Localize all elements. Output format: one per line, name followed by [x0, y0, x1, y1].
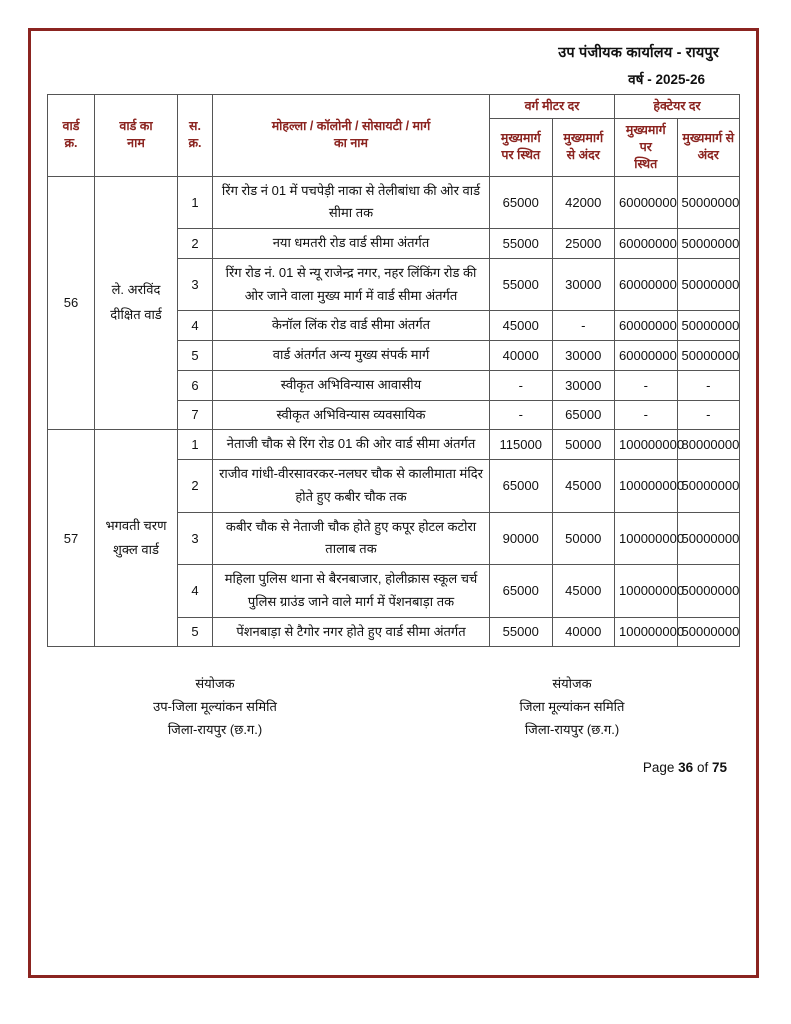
- th-hectare-inside-line1: मुख्यमार्ग से: [682, 131, 735, 146]
- cell-road-name: स्वीकृत अभिविन्यास आवासीय: [213, 370, 490, 400]
- cell-serial-no: 3: [178, 512, 213, 565]
- cell-road-name: नया धमतरी रोड वार्ड सीमा अंतर्गत: [213, 229, 490, 259]
- th-sqm-on-main-line1: मुख्यमार्ग: [500, 131, 541, 146]
- cell-serial-no: 6: [178, 370, 213, 400]
- cell-sqm-inside: 45000: [552, 460, 615, 513]
- cell-sqm-on-main: 40000: [490, 341, 553, 371]
- cell-sqm-on-main: 45000: [490, 311, 553, 341]
- cell-hectare-inside: 50000000: [677, 311, 740, 341]
- document-footer: [32, 673, 755, 777]
- cell-hectare-inside: 50000000: [677, 512, 740, 565]
- cell-serial-no: 1: [178, 430, 213, 460]
- document-page: [28, 28, 759, 978]
- cell-road-name: रिंग रोड नं. 01 से न्यू राजेन्द्र नगर, नहर लिंकिंग रोड की ओर जाने वाला मुख्य मार्ग में वार्ड सीमा अंतर्गत: [213, 258, 490, 311]
- cell-ward-number: 57: [48, 430, 95, 647]
- th-sqm-inside-line2: से अंदर: [566, 148, 600, 163]
- cell-sqm-inside: 45000: [552, 565, 615, 618]
- year-line: वर्ष - 2025-26: [628, 72, 705, 87]
- cell-hectare-on-main: 100000000: [615, 460, 678, 513]
- document-page-inner: [31, 31, 756, 975]
- page-number-middle: of: [693, 760, 712, 776]
- cell-hectare-on-main: 60000000: [615, 176, 678, 229]
- cell-hectare-on-main: 100000000: [615, 512, 678, 565]
- cell-hectare-on-main: 60000000: [615, 311, 678, 341]
- th-sqm-inside: [552, 118, 615, 176]
- th-ward-name-line1: वार्ड का: [119, 119, 153, 134]
- signature-left-district: जिला-रायपुर (छ.ग.): [167, 721, 263, 737]
- cell-hectare-inside: 50000000: [677, 258, 740, 311]
- page-number: [643, 760, 727, 775]
- signature-block-left: [90, 673, 340, 741]
- th-serial-no-line2: क्र.: [188, 136, 202, 151]
- cell-road-name: स्वीकृत अभिविन्यास व्यवसायिक: [213, 400, 490, 430]
- th-serial-no: [178, 95, 213, 177]
- cell-serial-no: 2: [178, 460, 213, 513]
- cell-sqm-on-main: 115000: [490, 430, 553, 460]
- cell-serial-no: 2: [178, 229, 213, 259]
- th-ward-name: [95, 95, 178, 177]
- signature-left-committee: उप-जिला मूल्यांकन समिति: [153, 699, 277, 714]
- cell-sqm-inside: 30000: [552, 370, 615, 400]
- cell-sqm-inside: 40000: [552, 617, 615, 647]
- th-hectare-on-main-line1: मुख्यमार्ग पर: [625, 122, 666, 154]
- cell-sqm-on-main: 55000: [490, 258, 553, 311]
- cell-serial-no: 5: [178, 617, 213, 647]
- office-title: उप पंजीयक कार्यालय - रायपुर: [558, 45, 719, 61]
- cell-hectare-on-main: 100000000: [615, 617, 678, 647]
- cell-sqm-on-main: -: [490, 370, 553, 400]
- cell-serial-no: 7: [178, 400, 213, 430]
- cell-road-name: नेताजी चौक से रिंग रोड 01 की ओर वार्ड सीमा अंतर्गत: [213, 430, 490, 460]
- cell-road-name: पेंशनबाड़ा से टैगोर नगर होते हुए वार्ड सीमा अंतर्गत: [213, 617, 490, 647]
- th-sqm-inside-line1: मुख्यमार्ग: [563, 131, 604, 146]
- th-road-name-line2: का नाम: [334, 136, 368, 151]
- cell-sqm-inside: -: [552, 311, 615, 341]
- cell-sqm-on-main: 55000: [490, 229, 553, 259]
- cell-road-name: केनॉल लिंक रोड वार्ड सीमा अंतर्गत: [213, 311, 490, 341]
- cell-sqm-on-main: 65000: [490, 565, 553, 618]
- cell-road-name: राजीव गांधी-वीरसावरकर-नलघर चौक से कालीमाता मंदिर होते हुए कबीर चौक तक: [213, 460, 490, 513]
- cell-serial-no: 1: [178, 176, 213, 229]
- cell-hectare-inside: -: [677, 370, 740, 400]
- cell-hectare-inside: 50000000: [677, 617, 740, 647]
- th-serial-no-line1: स.: [189, 119, 201, 134]
- cell-hectare-inside: 50000000: [677, 460, 740, 513]
- cell-road-name: वार्ड अंतर्गत अन्य मुख्य संपर्क मार्ग: [213, 341, 490, 371]
- cell-sqm-inside: 65000: [552, 400, 615, 430]
- th-ward-no-line2: क्र.: [64, 136, 78, 151]
- cell-hectare-inside: -: [677, 400, 740, 430]
- cell-serial-no: 3: [178, 258, 213, 311]
- cell-hectare-inside: 50000000: [677, 229, 740, 259]
- cell-hectare-inside: 50000000: [677, 341, 740, 371]
- signature-right-title: संयोजक: [552, 676, 592, 692]
- rate-table: [47, 94, 740, 647]
- th-ward-no-line1: वार्ड: [62, 119, 80, 134]
- th-road-name: [213, 95, 490, 177]
- th-hectare-inside-line2: अंदर: [697, 148, 719, 163]
- cell-road-name: महिला पुलिस थाना से बैरनबाजार, होलीक्रास स्कूल चर्च पुलिस ग्राउंड जाने वाले मार्ग में पेंशनबाड़ा तक: [213, 565, 490, 618]
- cell-road-name: कबीर चौक से नेताजी चौक होते हुए कपूर होटल कटोरा तालाब तक: [213, 512, 490, 565]
- cell-hectare-on-main: 100000000: [615, 430, 678, 460]
- signature-right-committee: जिला मूल्यांकन समिति: [519, 699, 625, 714]
- cell-sqm-inside: 30000: [552, 341, 615, 371]
- table-body: [48, 176, 740, 647]
- cell-ward-name: ले. अरविंद दीक्षित वार्ड: [95, 176, 178, 430]
- table-row: [48, 430, 740, 460]
- cell-serial-no: 4: [178, 565, 213, 618]
- cell-ward-name: भगवती चरण शुक्ल वार्ड: [95, 430, 178, 647]
- th-group-sqm-rate: वर्ग मीटर दर: [490, 95, 615, 119]
- th-ward-name-line2: नाम: [127, 136, 145, 151]
- page-number-current: 36: [678, 760, 694, 776]
- cell-road-name: रिंग रोड नं 01 में पचपेड़ी नाका से तेलीबांधा की ओर वार्ड सीमा तक: [213, 176, 490, 229]
- cell-sqm-on-main: 65000: [490, 176, 553, 229]
- signature-block-right: [427, 673, 717, 741]
- cell-serial-no: 5: [178, 341, 213, 371]
- th-sqm-on-main-road: [490, 118, 553, 176]
- cell-hectare-on-main: 60000000: [615, 341, 678, 371]
- cell-sqm-inside: 30000: [552, 258, 615, 311]
- signature-left-title: संयोजक: [195, 676, 235, 692]
- cell-ward-number: 56: [48, 176, 95, 430]
- signature-right-district: जिला-रायपुर (छ.ग.): [524, 721, 620, 737]
- cell-hectare-on-main: -: [615, 370, 678, 400]
- cell-sqm-on-main: -: [490, 400, 553, 430]
- th-hectare-on-main-road: [615, 118, 678, 176]
- table-row: [48, 176, 740, 229]
- cell-sqm-on-main: 55000: [490, 617, 553, 647]
- th-sqm-on-main-line2: पर स्थित: [501, 148, 541, 163]
- table-head: [48, 95, 740, 177]
- cell-hectare-on-main: 60000000: [615, 229, 678, 259]
- th-hectare-inside: [677, 118, 740, 176]
- cell-sqm-inside: 50000: [552, 430, 615, 460]
- cell-sqm-inside: 50000: [552, 512, 615, 565]
- page-number-prefix: Page: [642, 760, 679, 776]
- cell-hectare-inside: 50000000: [677, 176, 740, 229]
- th-road-name-line1: मोहल्ला / कॉलोनी / सोसायटी / मार्ग: [271, 119, 431, 134]
- document-header: [32, 32, 755, 88]
- cell-hectare-on-main: -: [615, 400, 678, 430]
- cell-hectare-inside: 50000000: [677, 565, 740, 618]
- cell-sqm-inside: 25000: [552, 229, 615, 259]
- page-number-total: 75: [711, 760, 727, 776]
- th-ward-no: [48, 95, 95, 177]
- cell-serial-no: 4: [178, 311, 213, 341]
- cell-hectare-on-main: 60000000: [615, 258, 678, 311]
- cell-sqm-on-main: 90000: [490, 512, 553, 565]
- table-header-row-group: [48, 95, 740, 119]
- th-hectare-on-main-line2: स्थित: [634, 156, 658, 171]
- cell-sqm-inside: 42000: [552, 176, 615, 229]
- th-group-hectare-rate: हेक्टेयर दर: [615, 95, 740, 119]
- cell-hectare-on-main: 100000000: [615, 565, 678, 618]
- cell-hectare-inside: 80000000: [677, 430, 740, 460]
- cell-sqm-on-main: 65000: [490, 460, 553, 513]
